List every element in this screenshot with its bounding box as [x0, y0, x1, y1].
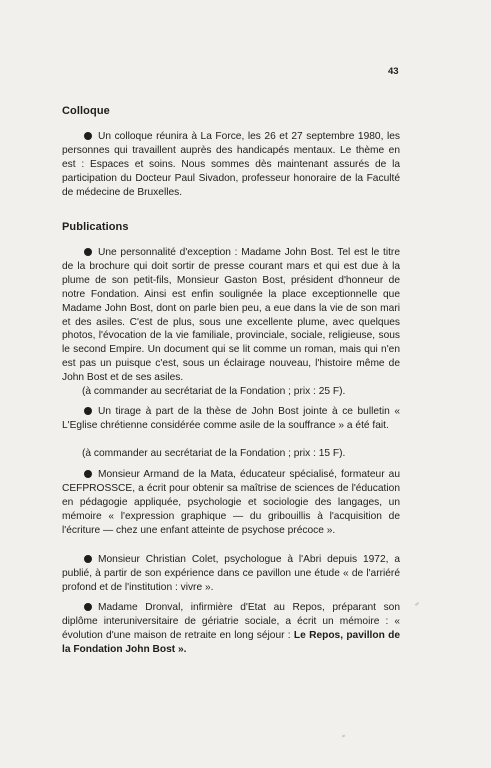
- colloque-text: Un colloque réunira à La Force, les 26 et 27 septembre 1980, les personnes qui travaillent auprès des handicapés mentaux. Le thème en est : Espaces et soins. Nous sommes dès maintenant assurés de la participation du Docteur Paul Sivadon, professeur honoraire de la Faculté de médecine de Bruxelles.: [62, 131, 400, 198]
- publication-text: Monsieur Armand de la Mata, éducateur spécialisé, formateur au CEFPROSSCE, a écrit pour obtenir sa maîtrise de sciences de l'éducation en pédagogie appliquée, psychologie et sociologie des langages, un mémoire « l'expression graphique — du gribouillis à l'acquisition de l'écriture — chez une enfant atteinte de psychose précoce ».: [62, 469, 400, 536]
- publication-item: [62, 601, 400, 657]
- publication-text: Madame Dronval, infirmière d'Etat au Repos, préparant son diplôme interuniversitaire de gériatrie sociale, a écrit un mémoire : « évolution d'une maison de retraite en long séjour :: [62, 602, 400, 641]
- bullet-icon: [84, 407, 92, 415]
- order-note: (à commander au secrétariat de la Fondation ; prix : 25 F).: [82, 386, 346, 397]
- bullet-icon: [84, 248, 92, 256]
- publication-text: Une personnalité d'exception : Madame John Bost. Tel est le titre de la brochure qui doit sortir de presse courant mars et qui est due à la plume de son petit-fils, Monsieur Gaston Bost, président d'honneur de notre Fondation. Ainsi est enfin soulignée la place exceptionnelle que Madame John Bost, dont on parle bien peu, a eue dans la vie de son mari et des asiles. C'est de plus, sous une excellente plume, avec quelques photos, l'évocation de la vie familiale, provinciale, sociale, religieuse, sous le second Empire. Un document qui se lit comme un roman, mais qui n'en est pas un puisque c'est, sous un éclairage nouveau, l'histoire même de John Bost et de ses asiles.: [62, 247, 400, 384]
- colloque-heading: Colloque: [62, 105, 110, 117]
- publication-title-bold: Le Repos, pavillon de la Fondation John Bost ».: [62, 629, 400, 655]
- publication-text: Un tirage à part de la thèse de John Bost jointe à ce bulletin « L'Eglise chrétienne considérée comme asile de la souffrance » a été fait.: [62, 406, 400, 431]
- bullet-icon: [84, 555, 92, 563]
- paper-mark: [342, 735, 346, 738]
- bullet-icon: [84, 132, 92, 140]
- paper-mark: [415, 602, 419, 606]
- publications-heading: Publications: [62, 221, 129, 233]
- publication-text: Monsieur Christian Colet, psychologue à l'Abri depuis 1972, a publié, à partir de son expérience dans ce pavillon une étude « de l'arriéré profond et de l'institution : vivre ».: [62, 554, 400, 593]
- page-number: 43: [388, 66, 399, 77]
- publication-item: [62, 553, 400, 595]
- order-note: (à commander au secrétariat de la Fondation ; prix : 15 F).: [82, 448, 346, 459]
- bullet-icon: [84, 470, 92, 478]
- publication-item: [62, 246, 400, 385]
- colloque-paragraph: [62, 130, 400, 200]
- bullet-icon: [84, 603, 92, 611]
- publication-item: [62, 468, 400, 538]
- publication-item: [62, 405, 400, 433]
